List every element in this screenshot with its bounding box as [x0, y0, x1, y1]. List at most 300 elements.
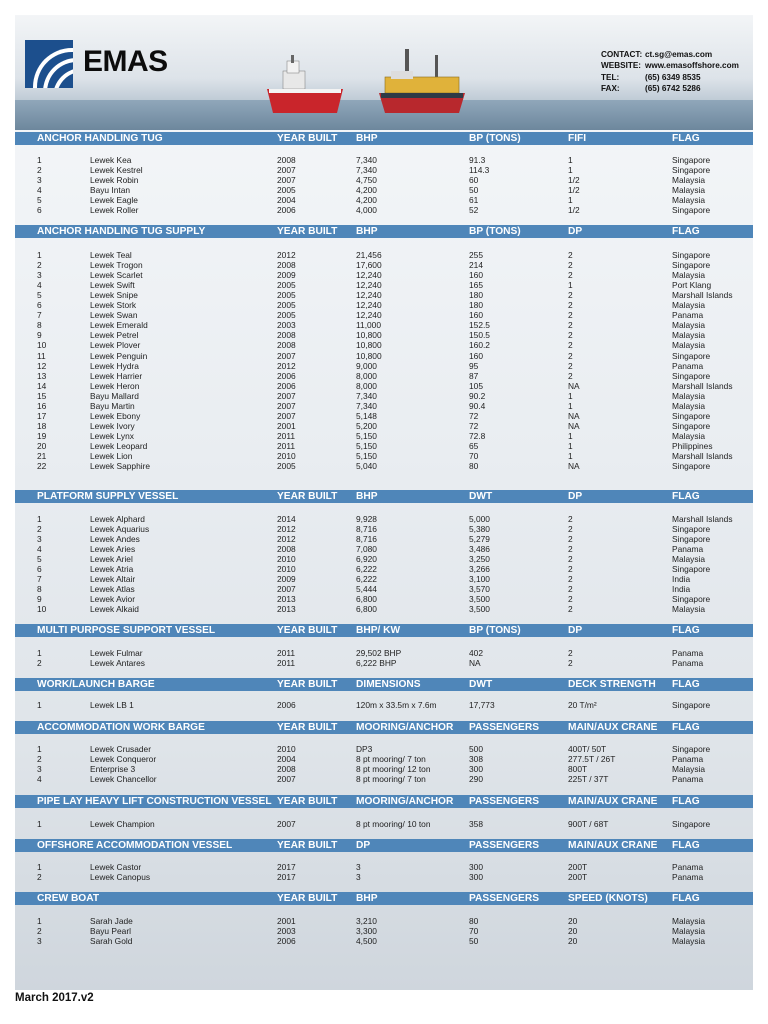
cell-col-4: NA: [469, 658, 481, 669]
cell-vessel-name: Lewek LB 1: [90, 700, 134, 710]
cell-year-built: 2001: [277, 916, 296, 926]
cell-col-3: 12,240: [356, 290, 382, 301]
cell-col-4: 255: [469, 250, 483, 260]
cell-col-5: 2: [568, 564, 573, 575]
cell-year-built: 2005: [277, 310, 296, 321]
table-row: [15, 260, 753, 270]
cell-vessel-name: Lewek Petrel: [90, 330, 139, 341]
cell-row-number: 4: [37, 544, 42, 555]
cell-row-number: 14: [37, 380, 47, 391]
cell-col-5: 2: [568, 290, 573, 301]
cell-year-built: 2017: [277, 872, 296, 883]
cell-row-number: 2: [37, 524, 42, 535]
table-row: [15, 195, 753, 205]
cell-row-number: 9: [37, 594, 42, 605]
cell-row-number: 7: [37, 574, 42, 585]
website-link[interactable]: www.emasoffshore.com: [645, 61, 739, 71]
table-row: [15, 658, 753, 668]
cell-row-number: 12: [37, 360, 47, 371]
cell-vessel-name: Lewek Avior: [90, 594, 136, 605]
header-col-5: MAIN/AUX CRANE: [568, 840, 658, 851]
header-category: ACCOMMODATION WORK BARGE: [37, 722, 205, 733]
table-row: [15, 310, 753, 320]
cell-col-4: 160: [469, 310, 483, 321]
table-row: [15, 411, 753, 421]
cell-col-4: 300: [469, 862, 483, 872]
table-row: [15, 330, 753, 340]
cell-col-4: 300: [469, 872, 483, 883]
cell-vessel-name: Lewek Swan: [90, 310, 138, 321]
cell-flag: Malaysia: [672, 340, 706, 351]
header-col-3: DIMENSIONS: [356, 679, 421, 690]
cell-vessel-name: Lewek Roller: [90, 205, 139, 216]
cell-col-5: 2: [568, 320, 573, 331]
cell-col-3: 8,000: [356, 370, 377, 381]
header-flag: FLAG: [672, 133, 700, 144]
cell-flag: Malaysia: [672, 330, 706, 341]
cell-flag: Malaysia: [672, 400, 706, 411]
header-year-built: YEAR BUILT: [277, 796, 338, 807]
cell-col-3: 6,222: [356, 574, 377, 585]
cell-col-3: 7,340: [356, 400, 377, 411]
header-year-built: YEAR BUILT: [277, 625, 338, 636]
section-header: [15, 892, 753, 905]
cell-row-number: 3: [37, 764, 42, 775]
header-col-3: MOORING/ANCHOR: [356, 722, 454, 733]
table-row: [15, 774, 753, 784]
cell-col-3: 8,716: [356, 534, 377, 545]
header-col-3: BHP: [356, 491, 378, 502]
cell-vessel-name: Lewek Alphard: [90, 514, 145, 524]
table-row: [15, 524, 753, 534]
cell-col-3: 9,928: [356, 514, 377, 524]
table-row: [15, 340, 753, 350]
cell-col-5: 2: [568, 604, 573, 615]
cell-col-5: 2: [568, 370, 573, 381]
header-col-3: BHP: [356, 133, 378, 144]
cell-col-5: 1/2: [568, 185, 580, 196]
cell-vessel-name: Lewek Stork: [90, 300, 137, 311]
cell-flag: Singapore: [672, 250, 711, 260]
header-category: WORK/LAUNCH BARGE: [37, 679, 155, 690]
header-flag: FLAG: [672, 840, 700, 851]
cell-col-3: 3,300: [356, 926, 377, 937]
cell-year-built: 2008: [277, 340, 296, 351]
table-row: [15, 165, 753, 175]
cell-flag: Singapore: [672, 165, 711, 176]
cell-year-built: 2007: [277, 410, 296, 421]
cell-vessel-name: Lewek Castor: [90, 862, 142, 872]
table-row: [15, 862, 753, 872]
cell-col-5: 1: [568, 155, 573, 165]
cell-year-built: 2014: [277, 514, 296, 524]
cell-year-built: 2008: [277, 155, 296, 165]
cell-col-3: 5,150: [356, 451, 377, 461]
header-year-built: YEAR BUILT: [277, 491, 338, 502]
cell-row-number: 18: [37, 420, 47, 431]
header-col-5: DECK STRENGTH: [568, 679, 656, 690]
header-year-built: YEAR BUILT: [277, 840, 338, 851]
header-flag: FLAG: [672, 625, 700, 636]
cell-row-number: 1: [37, 250, 42, 260]
cell-row-number: 8: [37, 584, 42, 595]
cell-col-4: 308: [469, 754, 483, 765]
cell-col-4: 160: [469, 350, 483, 361]
contact-email[interactable]: ct.sg@emas.com: [645, 50, 713, 59]
cell-flag: Malaysia: [672, 320, 706, 331]
cell-col-5: 1: [568, 400, 573, 411]
cell-col-5: 2: [568, 350, 573, 361]
cell-col-3: 12,240: [356, 280, 382, 291]
tel-value: (65) 6349 8535: [645, 72, 701, 82]
cell-col-3: DP3: [356, 744, 373, 754]
cell-col-3: 6,800: [356, 594, 377, 605]
header-col-5: FIFI: [568, 133, 587, 144]
header-col-5: SPEED (KNOTS): [568, 893, 648, 904]
cell-row-number: 4: [37, 280, 42, 291]
cell-year-built: 2007: [277, 390, 296, 401]
cell-row-number: 5: [37, 195, 42, 206]
cell-row-number: 1: [37, 648, 42, 658]
cell-col-4: 61: [469, 195, 479, 206]
cell-year-built: 2007: [277, 774, 296, 785]
cell-year-built: 2005: [277, 280, 296, 291]
table-row: [15, 916, 753, 926]
cell-col-4: 65: [469, 440, 479, 451]
cell-row-number: 3: [37, 175, 42, 186]
cell-row-number: 15: [37, 390, 47, 401]
cell-flag: Singapore: [672, 819, 711, 829]
cell-year-built: 2011: [277, 430, 296, 441]
cell-year-built: 2010: [277, 451, 296, 461]
cell-row-number: 1: [37, 514, 42, 524]
table-row: [15, 604, 753, 614]
cell-flag: Panama: [672, 754, 704, 765]
cell-col-3: 6,920: [356, 554, 377, 565]
table-row: [15, 754, 753, 764]
cell-vessel-name: Lewek Aries: [90, 544, 136, 555]
table-row: [15, 441, 753, 451]
cell-flag: Panama: [672, 360, 704, 371]
cell-col-4: 90.2: [469, 390, 486, 401]
cell-col-4: 3,266: [469, 564, 490, 575]
table-row: [15, 391, 753, 401]
cell-vessel-name: Bayu Intan: [90, 185, 131, 196]
table-row: [15, 594, 753, 604]
header-col-4: DWT: [469, 491, 493, 502]
cell-flag: Malaysia: [672, 195, 706, 206]
cell-row-number: 3: [37, 534, 42, 545]
fax-label: FAX:: [601, 84, 620, 94]
table-row: [15, 361, 753, 371]
cell-col-5: 20: [568, 936, 578, 947]
cell-flag: Panama: [672, 872, 704, 883]
cell-vessel-name: Lewek Ebony: [90, 410, 141, 421]
cell-col-3: 10,800: [356, 330, 382, 341]
cell-row-number: 2: [37, 260, 42, 271]
table-row: [15, 250, 753, 260]
cell-flag: Singapore: [672, 350, 711, 361]
header-col-4: PASSENGERS: [469, 840, 540, 851]
table-row: [15, 175, 753, 185]
cell-col-4: 500: [469, 744, 483, 754]
cell-flag: Malaysia: [672, 185, 706, 196]
cell-year-built: 2011: [277, 440, 296, 451]
cell-col-5: 20: [568, 926, 578, 937]
cell-year-built: 2010: [277, 564, 296, 575]
section-header: [15, 795, 753, 808]
section-header: [15, 490, 753, 503]
header-col-3: DP: [356, 840, 371, 851]
cell-col-3: 11,000: [356, 320, 381, 331]
cell-vessel-name: Sarah Jade: [90, 916, 133, 926]
cell-col-5: 200T: [568, 862, 588, 872]
cell-col-5: NA: [568, 420, 580, 431]
cell-col-4: 214: [469, 260, 483, 271]
cell-col-5: 2: [568, 658, 573, 669]
cell-year-built: 2006: [277, 700, 296, 710]
cell-year-built: 2003: [277, 926, 296, 937]
cell-col-4: 160.2: [469, 340, 490, 351]
cell-col-4: 152.5: [469, 320, 490, 331]
cell-col-3: 5,040: [356, 461, 377, 472]
cell-col-3: 6,800: [356, 604, 377, 615]
cell-year-built: 2009: [277, 574, 296, 585]
cell-year-built: 2010: [277, 744, 296, 754]
header-col-4: PASSENGERS: [469, 893, 540, 904]
header-year-built: YEAR BUILT: [277, 133, 338, 144]
cell-col-5: 277.5T / 26T: [568, 754, 616, 765]
cell-vessel-name: Lewek Atria: [90, 564, 134, 575]
cell-vessel-name: Lewek Lynx: [90, 430, 134, 441]
cell-vessel-name: Lewek Ivory: [90, 420, 135, 431]
cell-col-4: 60: [469, 175, 479, 186]
table-row: [15, 574, 753, 584]
cell-flag: Singapore: [672, 260, 711, 271]
cell-col-3: 6,222: [356, 564, 377, 575]
cell-year-built: 2006: [277, 936, 296, 947]
table-row: [15, 744, 753, 754]
cell-col-5: 1: [568, 195, 573, 206]
cell-flag: Malaysia: [672, 604, 706, 615]
cell-row-number: 1: [37, 819, 42, 829]
cell-col-5: 1: [568, 280, 573, 291]
cell-flag: Malaysia: [672, 916, 706, 926]
brand-name: EMAS: [83, 45, 168, 78]
header-flag: FLAG: [672, 491, 700, 502]
cell-col-4: 3,500: [469, 594, 490, 605]
section-header: [15, 132, 753, 145]
cell-col-4: 52: [469, 205, 479, 216]
header-flag: FLAG: [672, 679, 700, 690]
cell-col-4: 70: [469, 451, 479, 461]
cell-col-4: 165: [469, 280, 483, 291]
cell-col-3: 4,200: [356, 195, 377, 206]
table-row: [15, 648, 753, 658]
table-row: [15, 381, 753, 391]
cell-row-number: 1: [37, 916, 42, 926]
cell-col-3: 5,150: [356, 430, 377, 441]
cell-vessel-name: Lewek Chancellor: [90, 774, 157, 785]
table-row: [15, 514, 753, 524]
cell-col-4: 72.8: [469, 430, 486, 441]
table-row: [15, 700, 753, 710]
website-label: WEBSITE:: [601, 61, 642, 71]
header-col-4: PASSENGERS: [469, 796, 540, 807]
cell-col-5: 2: [568, 594, 573, 605]
cell-flag: Malaysia: [672, 554, 706, 565]
table-row: [15, 371, 753, 381]
cell-col-4: 160: [469, 270, 483, 281]
cell-col-4: 72: [469, 420, 479, 431]
cell-col-5: 2: [568, 514, 573, 524]
cell-year-built: 2012: [277, 534, 296, 545]
cell-year-built: 2012: [277, 360, 296, 371]
cell-col-3: 7,340: [356, 165, 377, 176]
cell-col-4: 3,100: [469, 574, 490, 585]
header-col-4: DWT: [469, 679, 493, 690]
table-row: [15, 764, 753, 774]
header-col-5: DP: [568, 625, 583, 636]
cell-row-number: 2: [37, 754, 42, 765]
cell-flag: Malaysia: [672, 764, 706, 775]
table-row: [15, 280, 753, 290]
cell-row-number: 1: [37, 155, 42, 165]
cell-col-4: 300: [469, 764, 483, 775]
cell-col-5: 1/2: [568, 205, 580, 216]
cell-year-built: 2011: [277, 658, 296, 669]
cell-col-3: 9,000: [356, 360, 377, 371]
cell-vessel-name: Lewek Robin: [90, 175, 139, 186]
cell-year-built: 2004: [277, 754, 296, 765]
cell-col-3: 8 pt mooring/ 7 ton: [356, 774, 426, 785]
cell-col-5: 2: [568, 310, 573, 321]
table-row: [15, 431, 753, 441]
cell-vessel-name: Lewek Kea: [90, 155, 132, 165]
cell-row-number: 4: [37, 774, 42, 785]
header-flag: FLAG: [672, 893, 700, 904]
table-row: [15, 554, 753, 564]
cell-col-3: 5,150: [356, 440, 377, 451]
cell-col-3: 12,240: [356, 300, 382, 311]
cell-year-built: 2005: [277, 290, 296, 301]
cell-col-5: 1: [568, 440, 573, 451]
cell-vessel-name: Lewek Ariel: [90, 554, 133, 565]
cell-row-number: 17: [37, 410, 47, 421]
cell-col-5: 20: [568, 916, 578, 926]
cell-row-number: 3: [37, 270, 42, 281]
version-footer: March 2017.v2: [15, 992, 94, 1004]
cell-flag: Panama: [672, 658, 704, 669]
section-header: [15, 225, 753, 238]
header-category: MULTI PURPOSE SUPPORT VESSEL: [37, 625, 216, 636]
section-header: [15, 678, 753, 691]
table-row: [15, 421, 753, 431]
cell-row-number: 11: [37, 350, 46, 361]
cell-row-number: 2: [37, 165, 42, 176]
cell-vessel-name: Sarah Gold: [90, 936, 133, 947]
cell-vessel-name: Bayu Mallard: [90, 390, 139, 401]
cell-col-3: 21,456: [356, 250, 382, 260]
cell-vessel-name: Lewek Heron: [90, 380, 140, 391]
cell-year-built: 2004: [277, 195, 296, 206]
cell-col-3: 120m x 33.5m x 7.6m: [356, 700, 437, 710]
cell-col-5: 2: [568, 340, 573, 351]
cell-vessel-name: Lewek Atlas: [90, 584, 135, 595]
cell-row-number: 5: [37, 290, 42, 301]
cell-col-5: 900T / 68T: [568, 819, 609, 829]
cell-col-4: 91.3: [469, 155, 486, 165]
cell-flag: Malaysia: [672, 430, 706, 441]
cell-vessel-name: Lewek Lion: [90, 451, 133, 461]
header-col-3: BHP: [356, 893, 378, 904]
table-row: [15, 926, 753, 936]
cell-vessel-name: Lewek Eagle: [90, 195, 138, 206]
header-col-5: MAIN/AUX CRANE: [568, 796, 658, 807]
cell-vessel-name: Enterprise 3: [90, 764, 136, 775]
cell-year-built: 2006: [277, 205, 296, 216]
cell-flag: Malaysia: [672, 300, 706, 311]
cell-row-number: 7: [37, 310, 42, 321]
cell-year-built: 2017: [277, 862, 296, 872]
cell-col-5: 2: [568, 330, 573, 341]
cell-vessel-name: Lewek Alkaid: [90, 604, 139, 615]
cell-col-3: 10,800: [356, 340, 382, 351]
cell-row-number: 6: [37, 300, 42, 311]
cell-col-3: 4,200: [356, 185, 377, 196]
cell-col-3: 12,240: [356, 310, 382, 321]
header-col-4: PASSENGERS: [469, 722, 540, 733]
cell-col-3: 8 pt mooring/ 10 ton: [356, 819, 431, 829]
fleet-sheet: [15, 15, 753, 990]
cell-col-3: 7,080: [356, 544, 377, 555]
header-year-built: YEAR BUILT: [277, 893, 338, 904]
cell-row-number: 19: [37, 430, 47, 441]
cell-col-4: 90.4: [469, 400, 486, 411]
cell-row-number: 2: [37, 926, 42, 937]
cell-flag: Marshall Islands: [672, 514, 733, 524]
cell-col-4: 17,773: [469, 700, 495, 710]
cell-col-5: 2: [568, 534, 573, 545]
hero-banner: [15, 15, 753, 130]
cell-col-5: 400T/ 50T: [568, 744, 607, 754]
cell-col-3: 7,340: [356, 155, 377, 165]
cell-col-5: 2: [568, 250, 573, 260]
cell-col-5: 200T: [568, 872, 588, 883]
cell-row-number: 10: [37, 604, 47, 615]
cell-year-built: 2006: [277, 380, 296, 391]
cell-vessel-name: Bayu Pearl: [90, 926, 131, 937]
table-row: [15, 936, 753, 946]
header-year-built: YEAR BUILT: [277, 722, 338, 733]
cell-vessel-name: Lewek Conqueror: [90, 754, 157, 765]
cell-col-3: 3: [356, 872, 361, 883]
cell-flag: Singapore: [672, 410, 711, 421]
header-year-built: YEAR BUILT: [277, 226, 338, 237]
cell-col-5: 2: [568, 360, 573, 371]
table-row: [15, 320, 753, 330]
cell-flag: Port Klang: [672, 280, 712, 291]
cell-col-4: 87: [469, 370, 479, 381]
cell-col-4: 358: [469, 819, 483, 829]
table-row: [15, 819, 753, 829]
cell-year-built: 2001: [277, 420, 296, 431]
header-col-3: BHP/ KW: [356, 625, 401, 636]
table-row: [15, 872, 753, 882]
cell-flag: Singapore: [672, 420, 711, 431]
header-col-5: MAIN/AUX CRANE: [568, 722, 658, 733]
cell-flag: Singapore: [672, 205, 711, 216]
